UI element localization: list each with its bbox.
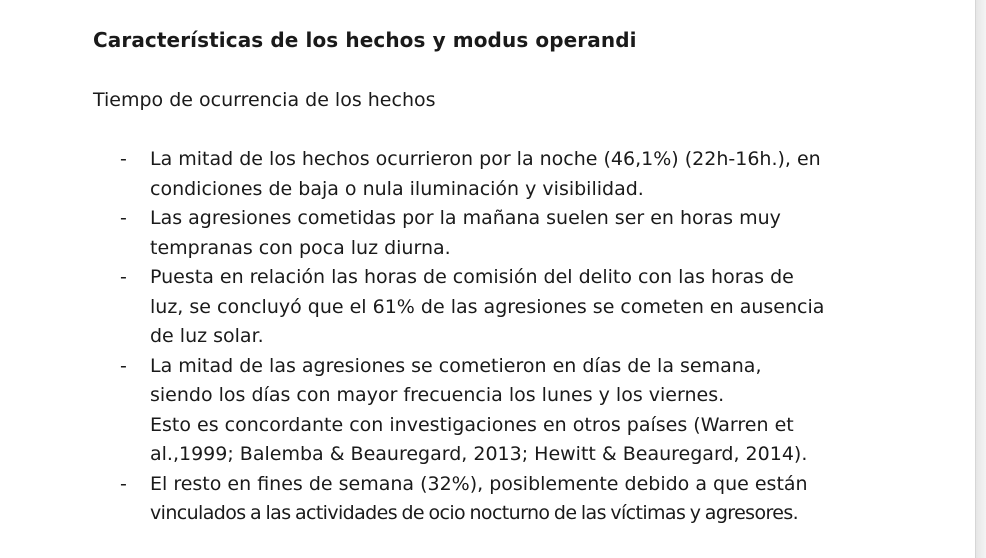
bullet-text-line: luz, se concluyó que el 61% de las agresiones se cometen en ausencia (150, 295, 825, 318)
bullet-text-line: condiciones de baja o nula iluminación y visibilidad. (150, 177, 644, 200)
bullet-text-line: de luz solar. (150, 325, 264, 347)
bullet-text-line: al.,1999; Balemba & Beauregard, 2013; Hewitt & Beauregard, 2014). (150, 443, 808, 465)
bullet-text-line: Puesta en relación las horas de comisión del delito con las horas de (150, 266, 794, 288)
bullet-item (0, 352, 824, 470)
bullet-text-line: La mitad de los hechos ocurrieron por la noche (46,1%) (22h-16h.), en (150, 148, 821, 170)
bullet-dash: - (120, 148, 127, 170)
bullet-text-line: tempranas con poca luz diurna. (150, 236, 451, 259)
bullet-item (0, 470, 824, 529)
bullet-dash: - (120, 266, 127, 288)
bullet-dash: - (120, 207, 127, 229)
bullet-item (0, 204, 824, 263)
section-heading: Características de los hechos y modus operandi (93, 28, 637, 52)
bullet-text-line: Esto es concordante con investigaciones en otros países (Warren et (150, 413, 794, 436)
bullet-text-line: siendo los días con mayor frecuencia los lunes y los viernes. (150, 384, 725, 406)
bullet-text-line: La mitad de las agresiones se cometieron en días de la semana, (150, 354, 762, 377)
bullet-dash: - (120, 354, 127, 377)
bullet-item (0, 145, 824, 204)
subsection-heading: Tiempo de ocurrencia de los hechos (93, 89, 436, 111)
vertical-scrollbar[interactable] (975, 0, 986, 558)
bullet-dash: - (120, 472, 127, 495)
bullet-text-line: vinculados a las actividades de ocio nocturno de las víctimas y agresores. (150, 502, 799, 524)
bullet-list (0, 145, 824, 529)
bullet-text-line: Las agresiones cometidas por la mañana suelen ser en horas muy (150, 207, 781, 229)
bullet-text-line: El resto en fines de semana (32%), posiblemente debido a que están (150, 472, 808, 495)
bullet-item (0, 263, 824, 352)
